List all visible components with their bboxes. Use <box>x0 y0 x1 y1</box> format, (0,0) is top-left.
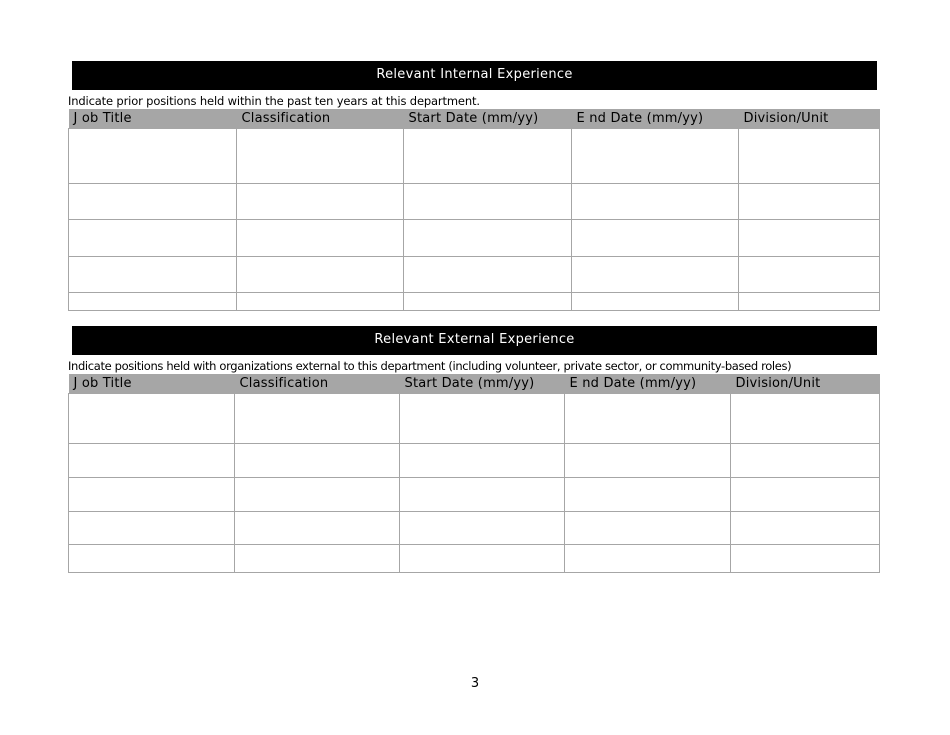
division-unit-cell[interactable] <box>739 129 880 184</box>
table-row <box>69 220 880 257</box>
end-date-cell[interactable] <box>572 129 739 184</box>
division-unit-cell[interactable] <box>739 220 880 257</box>
classification-cell[interactable] <box>237 184 404 220</box>
job-title-cell[interactable] <box>69 394 235 444</box>
end-date-cell[interactable] <box>572 293 739 311</box>
start-date-cell[interactable] <box>400 394 565 444</box>
classification-cell[interactable] <box>235 478 400 512</box>
start-date-cell[interactable] <box>404 257 572 293</box>
job-title-cell[interactable] <box>69 257 237 293</box>
classification-cell[interactable] <box>237 220 404 257</box>
end-date-cell[interactable] <box>565 444 731 478</box>
division-unit-cell[interactable] <box>739 257 880 293</box>
column-header-start-date: Start Date (mm/yy) <box>400 374 565 394</box>
external-experience-banner: Relevant External Experience <box>72 326 877 355</box>
division-unit-cell[interactable] <box>739 184 880 220</box>
external-experience-table <box>68 374 880 573</box>
end-date-cell[interactable] <box>572 220 739 257</box>
table-row <box>69 129 880 184</box>
division-unit-cell[interactable] <box>731 478 880 512</box>
division-unit-cell[interactable] <box>731 394 880 444</box>
table-row <box>69 545 880 573</box>
external-experience-instruction: Indicate positions held with organizations external to this department (including volunteer, private sector, or community-based roles) <box>68 359 792 373</box>
division-unit-cell[interactable] <box>731 545 880 573</box>
internal-experience-instruction: Indicate prior positions held within the past ten years at this department. <box>68 94 480 108</box>
classification-cell[interactable] <box>237 257 404 293</box>
start-date-cell[interactable] <box>400 512 565 545</box>
job-title-cell[interactable] <box>69 129 237 184</box>
end-date-cell[interactable] <box>565 545 731 573</box>
start-date-cell[interactable] <box>404 293 572 311</box>
column-header-classification: Classification <box>235 374 400 394</box>
division-unit-cell[interactable] <box>731 512 880 545</box>
start-date-cell[interactable] <box>404 184 572 220</box>
page-number: 3 <box>470 676 480 691</box>
classification-cell[interactable] <box>235 545 400 573</box>
job-title-cell[interactable] <box>69 220 237 257</box>
table-row <box>69 394 880 444</box>
column-header-classification: Classification <box>237 109 404 129</box>
job-title-cell[interactable] <box>69 512 235 545</box>
table-row <box>69 478 880 512</box>
classification-cell[interactable] <box>237 129 404 184</box>
table-row <box>69 444 880 478</box>
start-date-cell[interactable] <box>400 545 565 573</box>
job-title-cell[interactable] <box>69 293 237 311</box>
table-header-row <box>69 109 880 129</box>
column-header-end-date: E nd Date (mm/yy) <box>572 109 739 129</box>
start-date-cell[interactable] <box>400 478 565 512</box>
end-date-cell[interactable] <box>572 184 739 220</box>
start-date-cell[interactable] <box>404 220 572 257</box>
job-title-cell[interactable] <box>69 444 235 478</box>
classification-cell[interactable] <box>235 444 400 478</box>
end-date-cell[interactable] <box>572 257 739 293</box>
column-header-end-date: E nd Date (mm/yy) <box>565 374 731 394</box>
column-header-division-unit: Division/Unit <box>731 374 880 394</box>
classification-cell[interactable] <box>235 512 400 545</box>
table-header-row <box>69 374 880 394</box>
column-header-job-title: J ob Title <box>69 374 235 394</box>
division-unit-cell[interactable] <box>739 293 880 311</box>
column-header-start-date: Start Date (mm/yy) <box>404 109 572 129</box>
table-row <box>69 184 880 220</box>
column-header-job-title: J ob Title <box>69 109 237 129</box>
end-date-cell[interactable] <box>565 512 731 545</box>
end-date-cell[interactable] <box>565 394 731 444</box>
column-header-division-unit: Division/Unit <box>739 109 880 129</box>
table-row <box>69 512 880 545</box>
internal-experience-table <box>68 109 880 311</box>
job-title-cell[interactable] <box>69 184 237 220</box>
end-date-cell[interactable] <box>565 478 731 512</box>
table-row <box>69 257 880 293</box>
division-unit-cell[interactable] <box>731 444 880 478</box>
classification-cell[interactable] <box>237 293 404 311</box>
job-title-cell[interactable] <box>69 545 235 573</box>
table-row <box>69 293 880 311</box>
internal-experience-banner: Relevant Internal Experience <box>72 61 877 90</box>
start-date-cell[interactable] <box>404 129 572 184</box>
job-title-cell[interactable] <box>69 478 235 512</box>
start-date-cell[interactable] <box>400 444 565 478</box>
classification-cell[interactable] <box>235 394 400 444</box>
